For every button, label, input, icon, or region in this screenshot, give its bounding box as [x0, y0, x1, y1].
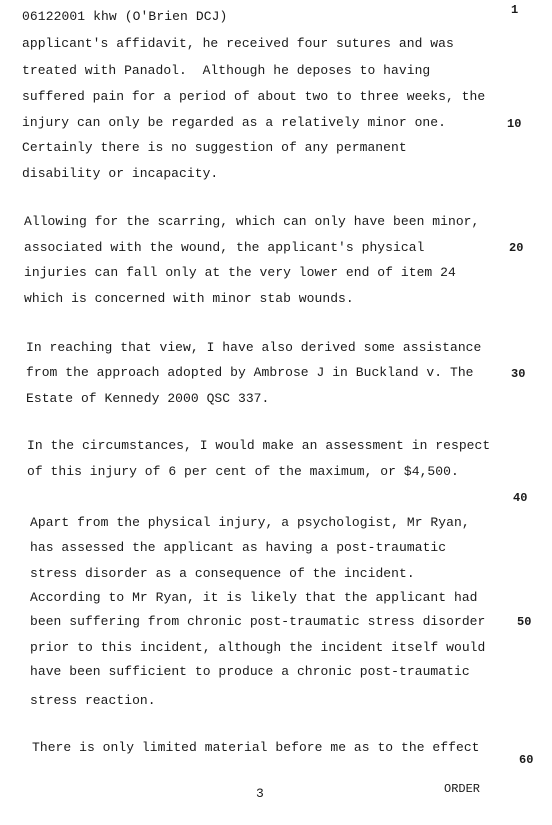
- text-line: treated with Panadol. Although he deposes to having: [22, 63, 431, 78]
- order-label: ORDER: [444, 782, 481, 796]
- text-line: of this injury of 6 per cent of the maximum, or $4,500.: [27, 464, 459, 479]
- text-line: associated with the wound, the applicant's physical: [24, 240, 425, 255]
- line-number: 60: [519, 753, 534, 767]
- text-line: from the approach adopted by Ambrose J in Buckland v. The: [26, 365, 474, 380]
- line-number: 50: [517, 615, 532, 629]
- text-line: applicant's affidavit, he received four sutures and was: [22, 36, 454, 51]
- text-line: injuries can fall only at the very lower end of item 24: [24, 265, 456, 280]
- text-line: which is concerned with minor stab wounds.: [24, 291, 354, 306]
- text-line: Apart from the physical injury, a psychologist, Mr Ryan,: [30, 515, 470, 530]
- text-line: been suffering from chronic post-traumatic stress disorder: [30, 614, 486, 629]
- line-number: 40: [513, 491, 528, 505]
- text-line: Estate of Kennedy 2000 QSC 337.: [26, 391, 270, 406]
- page-corner-number: 1: [511, 3, 519, 17]
- line-number: 10: [507, 117, 522, 131]
- line-number: 30: [511, 367, 526, 381]
- text-line: Allowing for the scarring, which can only have been minor,: [24, 214, 480, 229]
- text-line: suffered pain for a period of about two to three weeks, the: [22, 89, 486, 104]
- line-number: 20: [509, 241, 524, 255]
- text-line: stress reaction.: [30, 693, 156, 708]
- page-number: 3: [256, 786, 264, 801]
- text-line: injury can only be regarded as a relatively minor one.: [22, 115, 446, 130]
- text-line: prior to this incident, although the incident itself would: [30, 640, 486, 655]
- text-line: disability or incapacity.: [22, 166, 219, 181]
- text-line: stress disorder as a consequence of the incident.: [30, 566, 415, 581]
- text-line: has assessed the applicant as having a post-traumatic: [30, 540, 447, 555]
- text-line: In the circumstances, I would make an assessment in respect: [27, 438, 491, 453]
- text-line: have been sufficient to produce a chronic post-traumatic: [30, 664, 470, 679]
- text-line: According to Mr Ryan, it is likely that the applicant had: [30, 590, 478, 605]
- text-line: There is only limited material before me as to the effect: [32, 740, 480, 755]
- text-line: In reaching that view, I have also derived some assistance: [26, 340, 482, 355]
- document-header: 06122001 khw (O'Brien DCJ): [22, 9, 228, 24]
- text-line: Certainly there is no suggestion of any permanent: [22, 140, 407, 155]
